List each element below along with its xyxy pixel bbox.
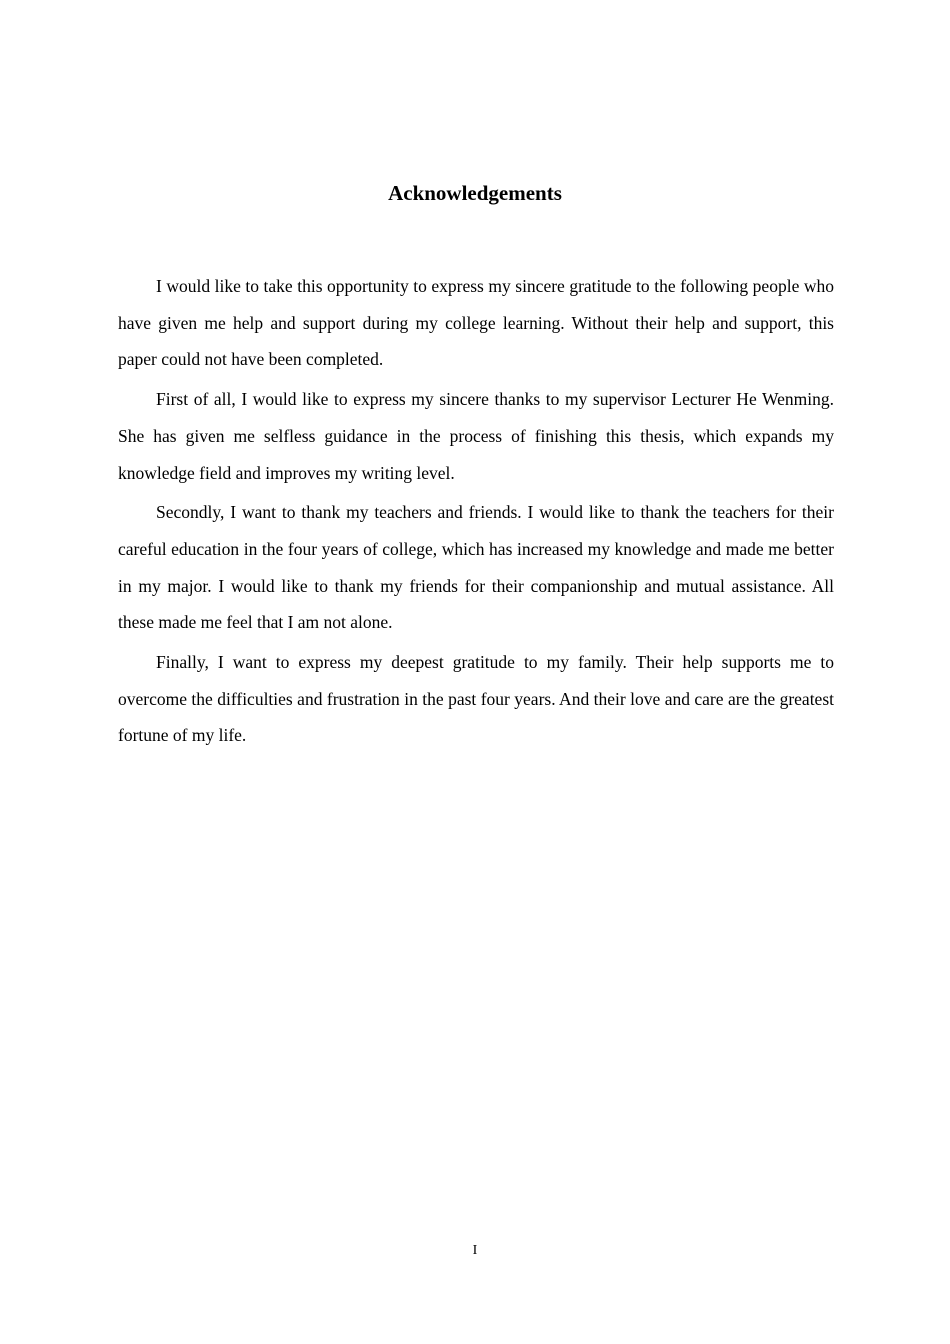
paragraph-opportunity: I would like to take this opportunity to express my sincere gratitude to the following people who have given me help and support during my college learning. Without their help and support, this paper could not have been completed. [118, 276, 834, 370]
paragraph-supervisor: First of all, I would like to express my sincere thanks to my supervisor Lecturer He Wenming. She has given me selfless guidance in the process of finishing this thesis, which expands my knowledge field and improves my writing level. [118, 389, 834, 483]
paragraph-teachers-friends: Secondly, I want to thank my teachers and friends. I would like to thank the teachers for their careful education in the four years of college, which has increased my knowledge and made me better in my major. I would like to thank my friends for their companionship and mutual assistance. All these made me feel that I am not alone. [118, 502, 834, 633]
paragraph-family: Finally, I want to express my deepest gratitude to my family. Their help supports me to overcome the difficulties and frustration in the past four years. And their love and care are the greatest fortune of my life. [118, 652, 834, 746]
page-title: Acknowledgements [388, 181, 562, 205]
page-number: I [472, 1243, 478, 1258]
document-body [118, 268, 834, 757]
